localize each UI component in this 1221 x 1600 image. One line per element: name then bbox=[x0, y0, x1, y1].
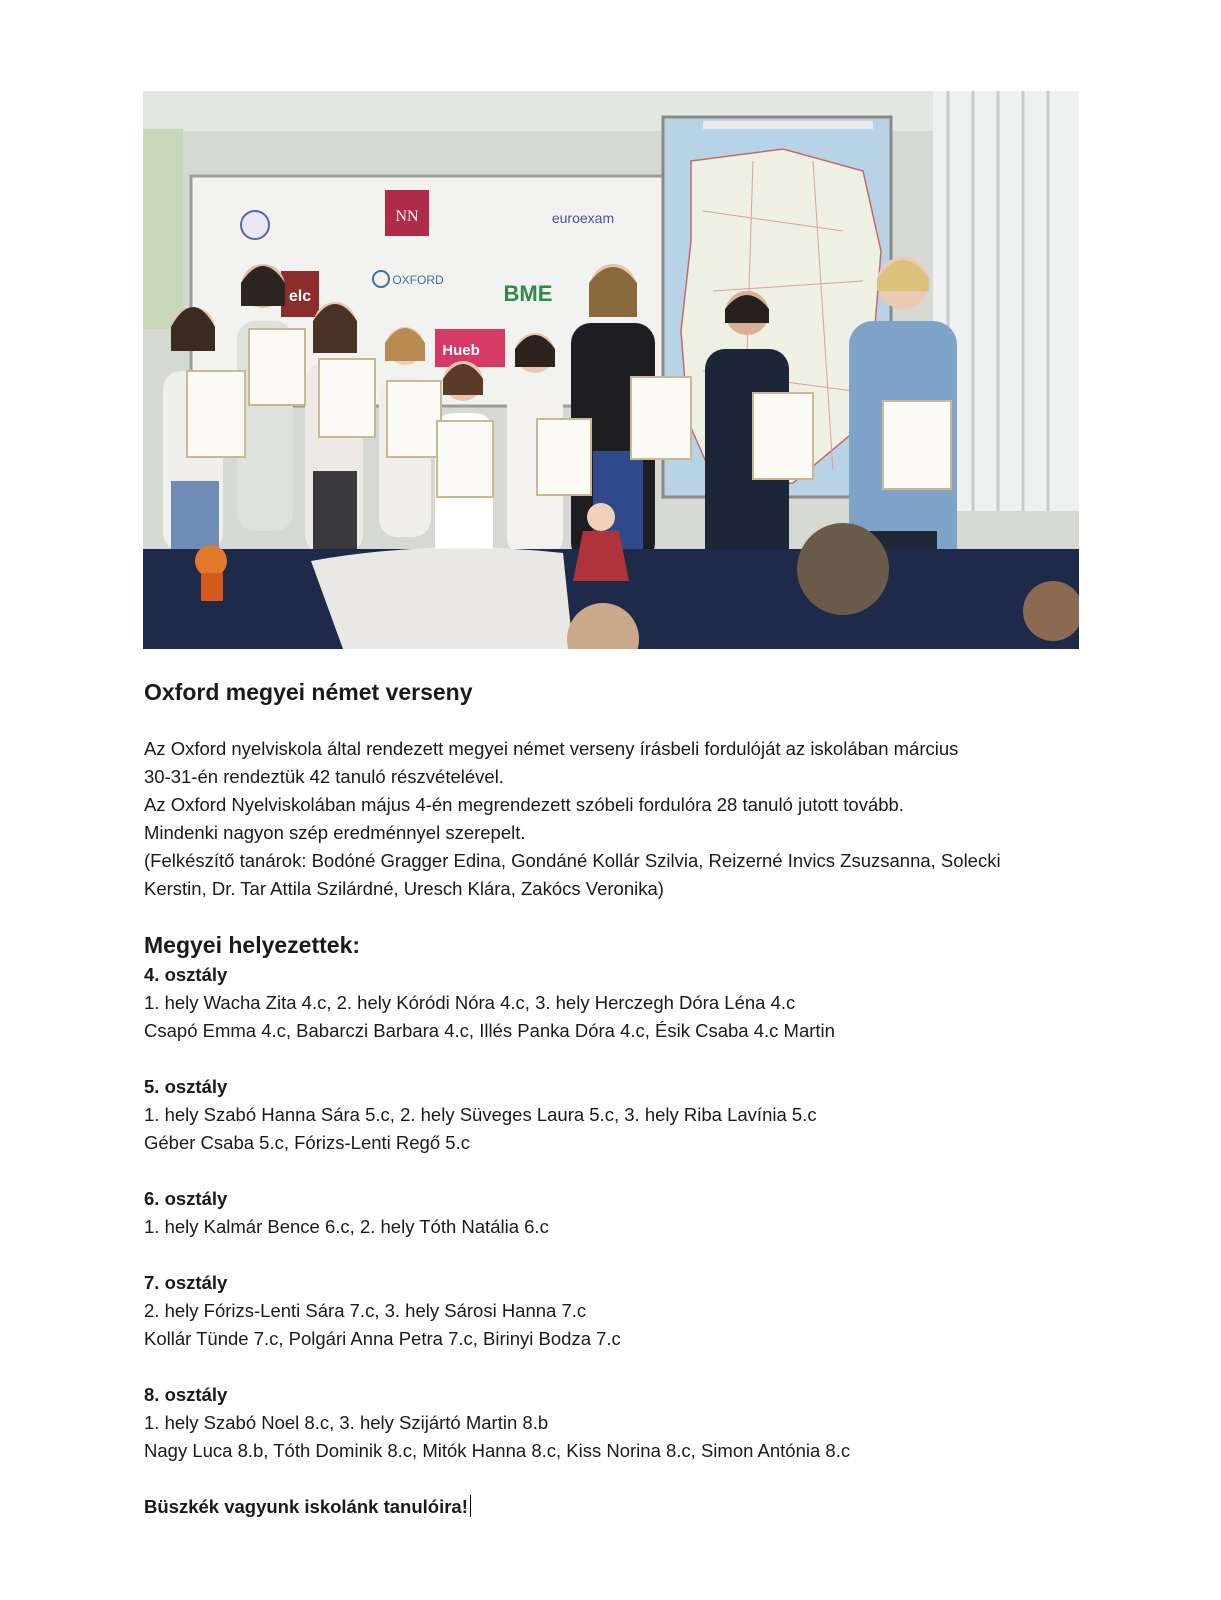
result-line: 1. hely Kalmár Bence 6.c, 2. hely Tóth Natália 6.c bbox=[144, 1216, 549, 1237]
result-line: 2. hely Fórizs-Lenti Sára 7.c, 3. hely Sárosi Hanna 7.c bbox=[144, 1300, 587, 1321]
closing-text: Büszkék vagyunk iskolánk tanulóira! bbox=[144, 1496, 468, 1517]
intro-line: Az Oxford Nyelviskolában május 4-én megrendezett szóbeli fordulóra 28 tanuló jutott tovább. bbox=[144, 794, 904, 815]
result-line: 1. hely Szabó Noel 8.c, 3. hely Szijártó Martin 8.b bbox=[144, 1412, 549, 1433]
group-title: 7. osztály bbox=[144, 1272, 228, 1293]
result-line: Géber Csaba 5.c, Fórizs-Lenti Regő 5.c bbox=[144, 1132, 470, 1153]
text-cursor bbox=[470, 1495, 471, 1517]
article-title: Oxford megyei német verseny bbox=[144, 679, 473, 705]
logo-hueber: Hueb bbox=[442, 342, 480, 359]
results-heading: Megyei helyezettek: bbox=[144, 932, 361, 958]
logo-elc: elc bbox=[288, 288, 312, 305]
result-line: Csapó Emma 4.c, Babarczi Barbara 4.c, Illés Panka Dóra 4.c, Ésik Csaba 4.c Martin bbox=[144, 1020, 835, 1041]
intro-paragraph bbox=[144, 735, 1084, 903]
results-group-grade-7 bbox=[144, 1269, 1084, 1353]
photo-illustration bbox=[143, 91, 1079, 649]
result-line: 1. hely Szabó Hanna Sára 5.c, 2. hely Süveges Laura 5.c, 3. hely Riba Lavínia 5.c bbox=[144, 1104, 817, 1125]
intro-line: Mindenki nagyon szép eredménnyel szerepelt. bbox=[144, 822, 526, 843]
intro-line: 30-31-én rendeztük 42 tanuló részvételével. bbox=[144, 766, 504, 787]
logo-nn: NN bbox=[395, 208, 419, 225]
award-photo bbox=[143, 91, 1079, 649]
logo-oxford: OXFORD bbox=[392, 273, 444, 287]
result-line: Kollár Tünde 7.c, Polgári Anna Petra 7.c, Birinyi Bodza 7.c bbox=[144, 1328, 621, 1349]
intro-line: Az Oxford nyelviskola által rendezett megyei német verseny írásbeli fordulóját az iskolában március bbox=[144, 738, 959, 759]
article-body bbox=[144, 675, 1084, 1521]
results-group-grade-6 bbox=[144, 1185, 1084, 1241]
group-title: 6. osztály bbox=[144, 1188, 228, 1209]
results-group-grade-4 bbox=[144, 961, 1084, 1045]
logo-bme: BME bbox=[503, 281, 553, 306]
group-title: 5. osztály bbox=[144, 1076, 228, 1097]
intro-line: Kerstin, Dr. Tar Attila Szilárdné, Uresch Klára, Zakócs Veronika) bbox=[144, 878, 664, 899]
result-line: 1. hely Wacha Zita 4.c, 2. hely Kóródi Nóra 4.c, 3. hely Herczegh Dóra Léna 4.c bbox=[144, 992, 796, 1013]
group-title: 4. osztály bbox=[144, 964, 228, 985]
results-group-grade-5 bbox=[144, 1073, 1084, 1157]
result-line: Nagy Luca 8.b, Tóth Dominik 8.c, Mitók Hanna 8.c, Kiss Norina 8.c, Simon Antónia 8.c bbox=[144, 1440, 851, 1461]
intro-line: (Felkészítő tanárok: Bodóné Gragger Edina, Gondáné Kollár Szilvia, Reizerné Invics Zsuzsanna, Solecki bbox=[144, 850, 1001, 871]
group-title: 8. osztály bbox=[144, 1384, 228, 1405]
logo-euroexam: euroexam bbox=[551, 210, 615, 226]
closing-line bbox=[144, 1493, 1084, 1521]
results-group-grade-8 bbox=[144, 1381, 1084, 1465]
